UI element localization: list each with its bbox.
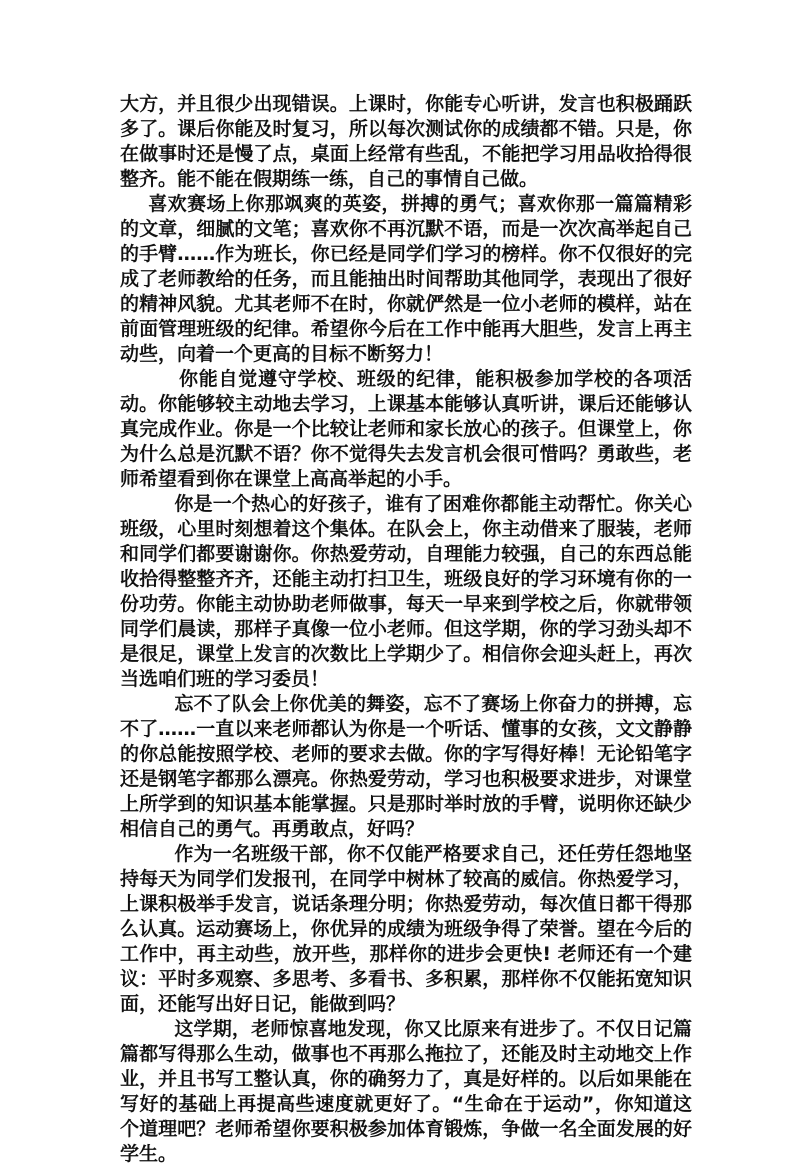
paragraph-6: 作为一名班级干部，你不仅能严格要求自己，还任劳任怨地坚持每天为同学们发报刊，在同学中树林了较高的威信。你热爱学习，上课积极举手发言，说话条理分明；你热爱劳动，每次值日都干得那么认真。运动赛场上，你优异的成绩为班级争得了荣誉。望在今后的工作中，再主动些，放开些，那样你的进步会更快! 老师还有一个建议：平时多观察、多思考、多看书、多积累，那样你不仅能拓宽知识面，还能写出好日记，能做到吗？ xyxy=(120,843,692,1015)
paragraph-3: 你能自觉遵守学校、班级的纪律，能积极参加学校的各项活动。你能够较主动地去学习，上课基本能够认真听讲，课后还能够认真完成作业。你是一个比较让老师和家长放心的孩子。但课堂上，你为什么总是沉默不语？你不觉得失去发言机会很可惜吗？勇敢些，老师希望看到你在课堂上高高举起的小手。 xyxy=(120,368,692,490)
paragraph-7: 这学期，老师惊喜地发现，你又比原来有进步了。不仅日记篇篇都写得那么生动，做事也不再那么拖拉了，还能及时主动地交上作业，并且书写工整认真，你的确努力了，真是好样的。以后如果能在写好的基础上再提高些速度就更好了。“生命在于运动”，你知道这个道理吧？老师希望你要积极参加体育锻炼，争做一名全面发展的好学生。 xyxy=(120,1018,692,1165)
paragraph-2: 喜欢赛场上你那飒爽的英姿，拼搏的勇气；喜欢你那一篇篇精彩的文章，细腻的文笔；喜欢你不再沉默不语，而是一次次高举起自己的手臂……作为班长，你已经是同学们学习的榜样。你不仅很好的完成了老师教给的任务，而且能抽出时间帮助其他同学，表现出了很好的精神风貌。尤其老师不在时，你就俨然是一位小老师的模样，站在前面管理班级的纪律。希望你今后在工作中能再大胆些，发言上再主动些，向着一个更高的目标不断努力！ xyxy=(120,193,692,365)
paragraph-4: 你是一个热心的好孩子，谁有了困难你都能主动帮忙。你关心班级，心里时刻想着这个集体。在队会上，你主动借来了服装，老师和同学们都要谢谢你。你热爱劳动，自理能力较强，自己的东西总能收拾得整整齐齐，还能主动打扫卫生，班级良好的学习环境有你的一份功劳。你能主动协助老师做事，每天一早来到学校之后，你就带领同学们晨读，那样子真像一位小老师。但这学期，你的学习劲头却不是很足，课堂上发言的次数比上学期少了。相信你会迎头赶上，再次当选咱们班的学习委员！ xyxy=(120,493,692,690)
document-body xyxy=(120,92,692,1167)
paragraph-1: 大方，并且很少出现错误。上课时，你能专心听讲，发言也积极踊跃多了。课后你能及时复习，所以每次测试你的成绩都不错。只是，你在做事时还是慢了点，桌面上经常有些乱，不能把学习用品收拾得很整齐。能不能在假期练一练，自己的事情自己做。 xyxy=(120,93,692,190)
paragraph-5: 忘不了队会上你优美的舞姿，忘不了赛场上你奋力的拼搏，忘不了……一直以来老师都认为你是一个听话、懂事的女孩，文文静静的你总能按照学校、老师的要求去做。你的字写得好棒！无论铅笔字还是钢笔字都那么漂亮。你热爱劳动，学习也积极要求进步，对课堂上所学到的知识基本能掌握。只是那时举时放的手臂，说明你还缺少相信自己的勇气。再勇敢点，好吗？ xyxy=(120,693,692,840)
